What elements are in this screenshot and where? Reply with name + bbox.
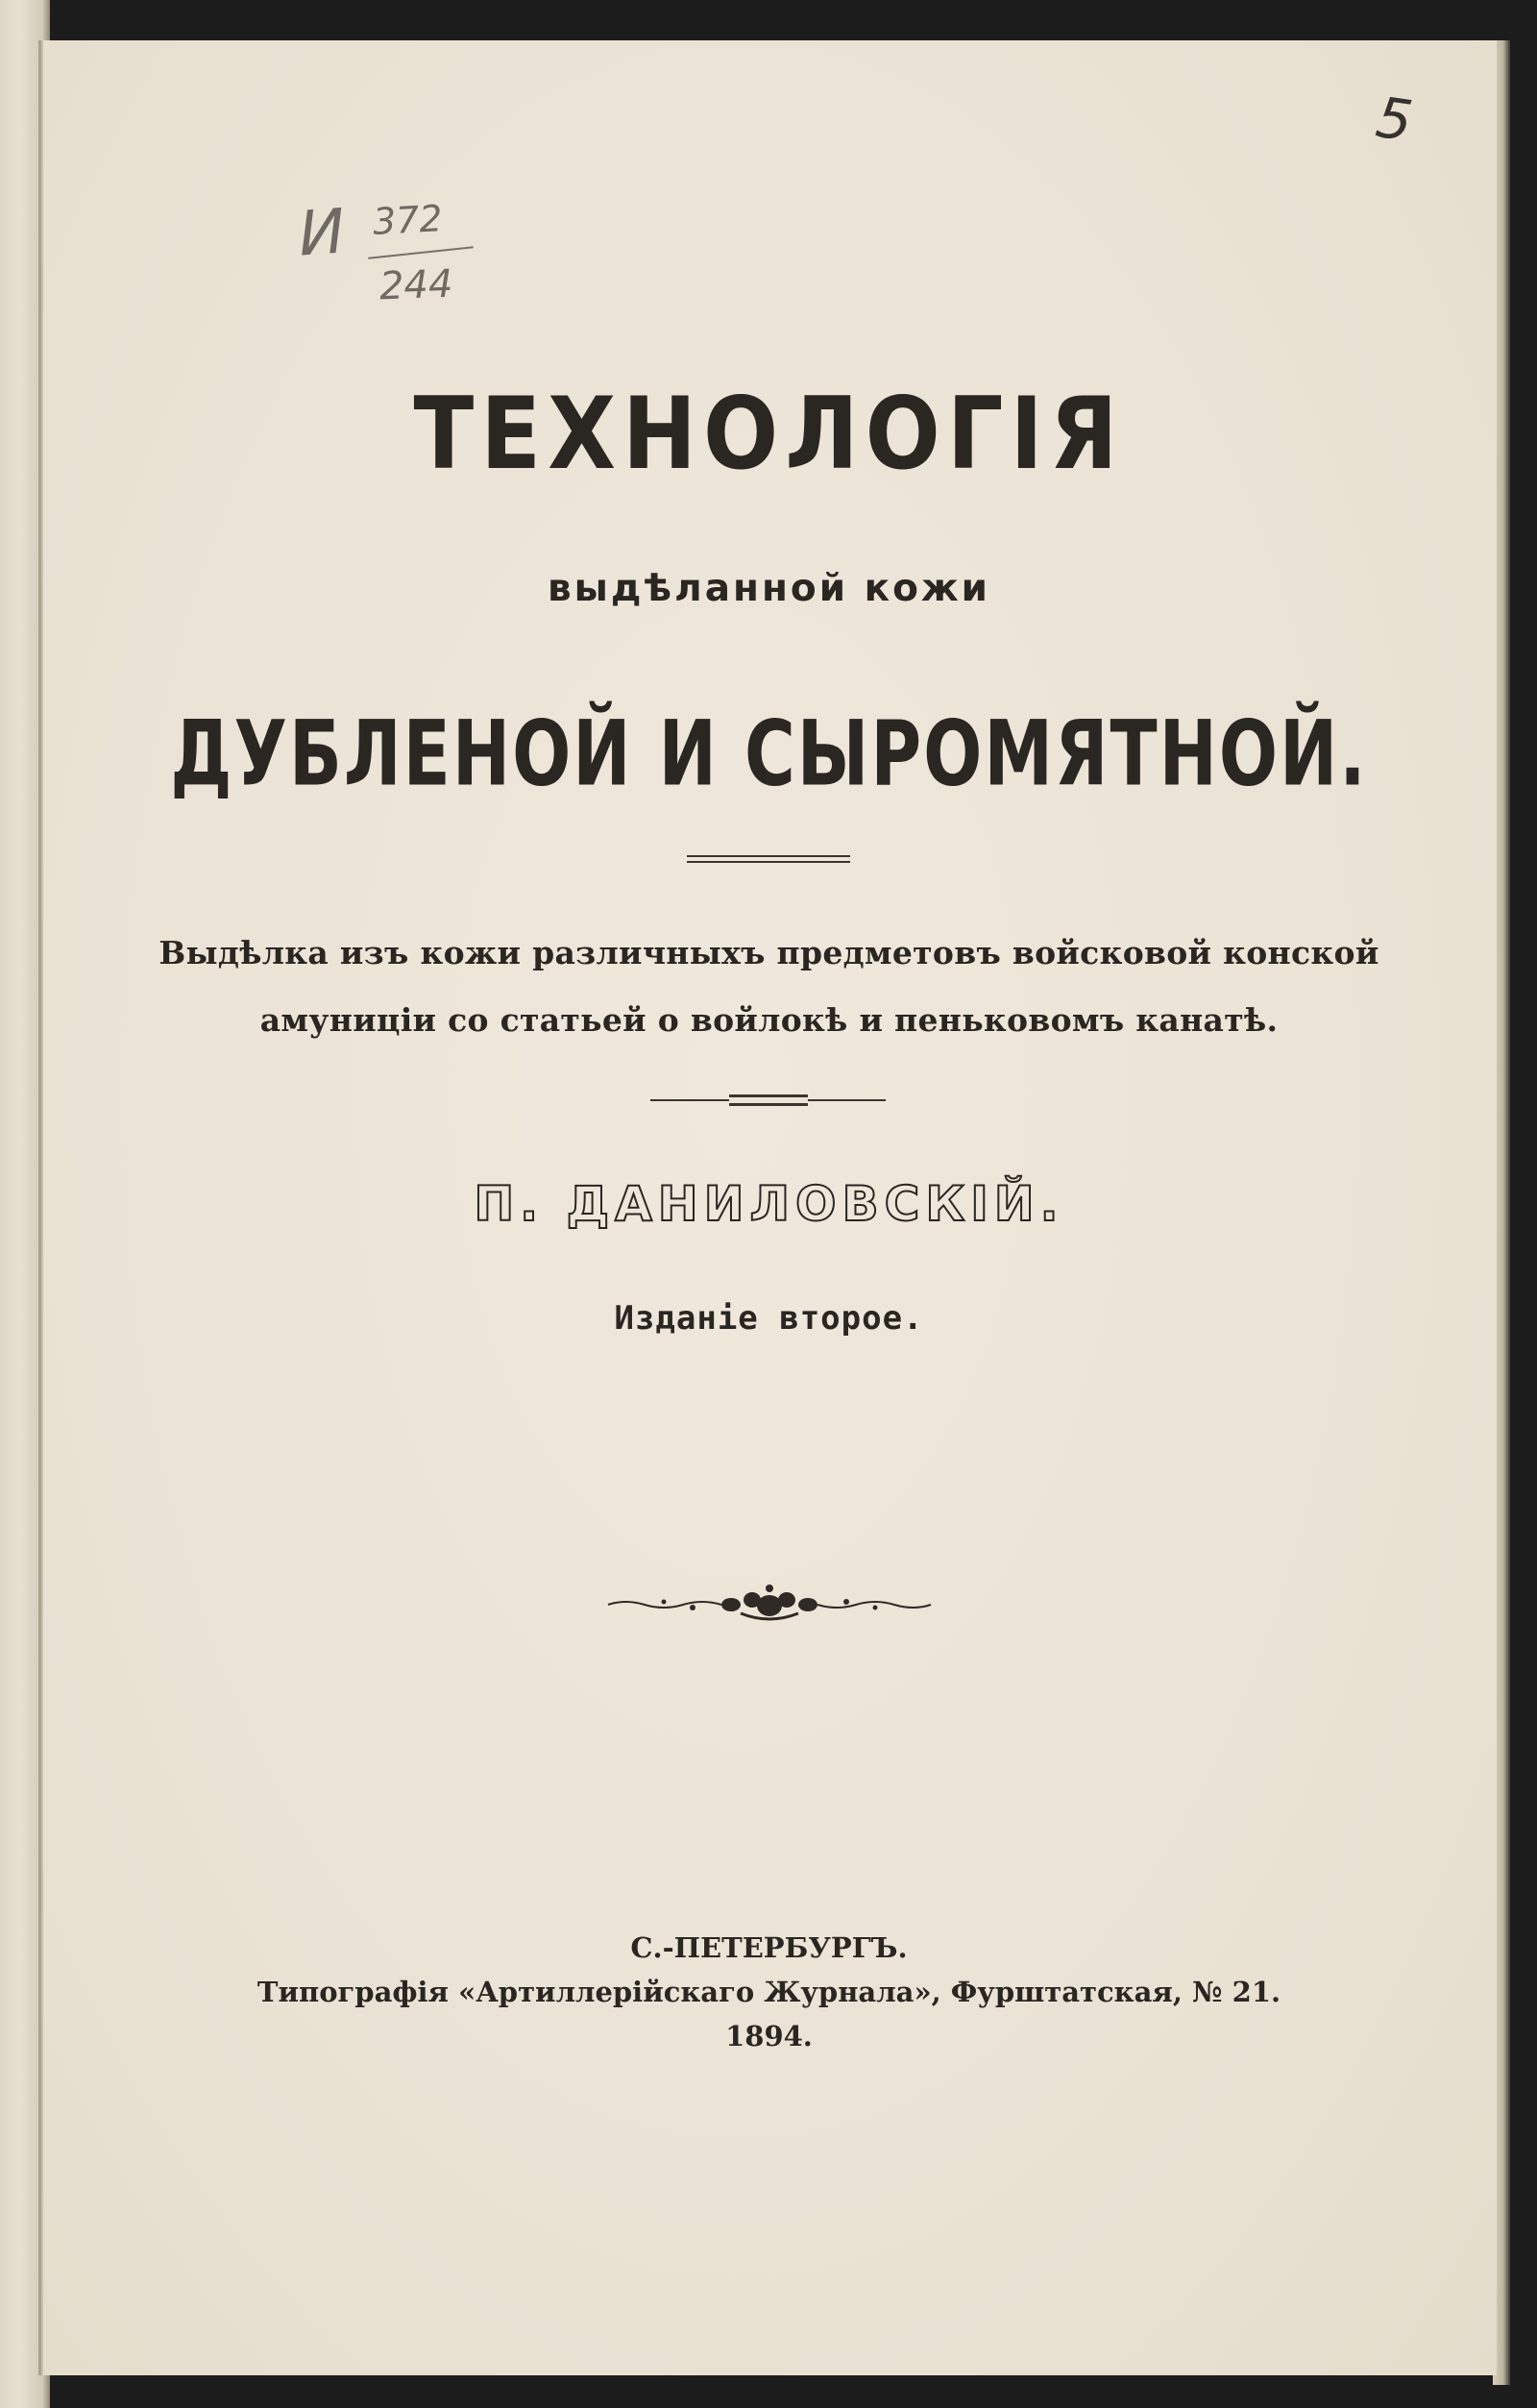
double-rule [687, 855, 850, 863]
shelfmark-denominator: 244 [378, 261, 454, 309]
section-divider [650, 1094, 886, 1106]
description-line-1: Выдѣлка изъ кожи различныхъ предметовъ войсковой конской [159, 934, 1379, 971]
book-subtitle: выдѣланной кожи [547, 567, 990, 610]
shelfmark-fraction-line [368, 246, 474, 258]
edition-note: Изданіе второе. [614, 1299, 924, 1338]
book-title-line2: ДУБЛЕНОЙ И СЫРОМЯТНОЙ. [170, 700, 1368, 806]
imprint-city: С.-ПЕТЕРБУРГЪ. [630, 1931, 908, 1964]
imprint-printer: Типографія «Артиллерійскаго Журнала», Фурштатская, № 21. [256, 1976, 1281, 2008]
imprint-year: 1894. [725, 2020, 813, 2052]
folio-mark: 5 [1372, 84, 1417, 155]
title-page [38, 40, 1497, 2375]
description [41, 920, 1497, 1054]
floral-ornament-icon [606, 1583, 933, 1627]
shelfmark-numerator: 372 [371, 197, 444, 243]
book-title: ТЕХНОЛОГІЯ [413, 376, 1125, 492]
divider-thick-bar [729, 1094, 808, 1106]
description-line-2: амуниціи со статьей о войлокѣ и пеньковомъ канатѣ. [259, 1001, 1279, 1039]
author-name: П. ДАНИЛОВСКІЙ. [474, 1176, 1064, 1232]
imprint [41, 1926, 1497, 2058]
shelfmark-letter: И [296, 196, 348, 271]
